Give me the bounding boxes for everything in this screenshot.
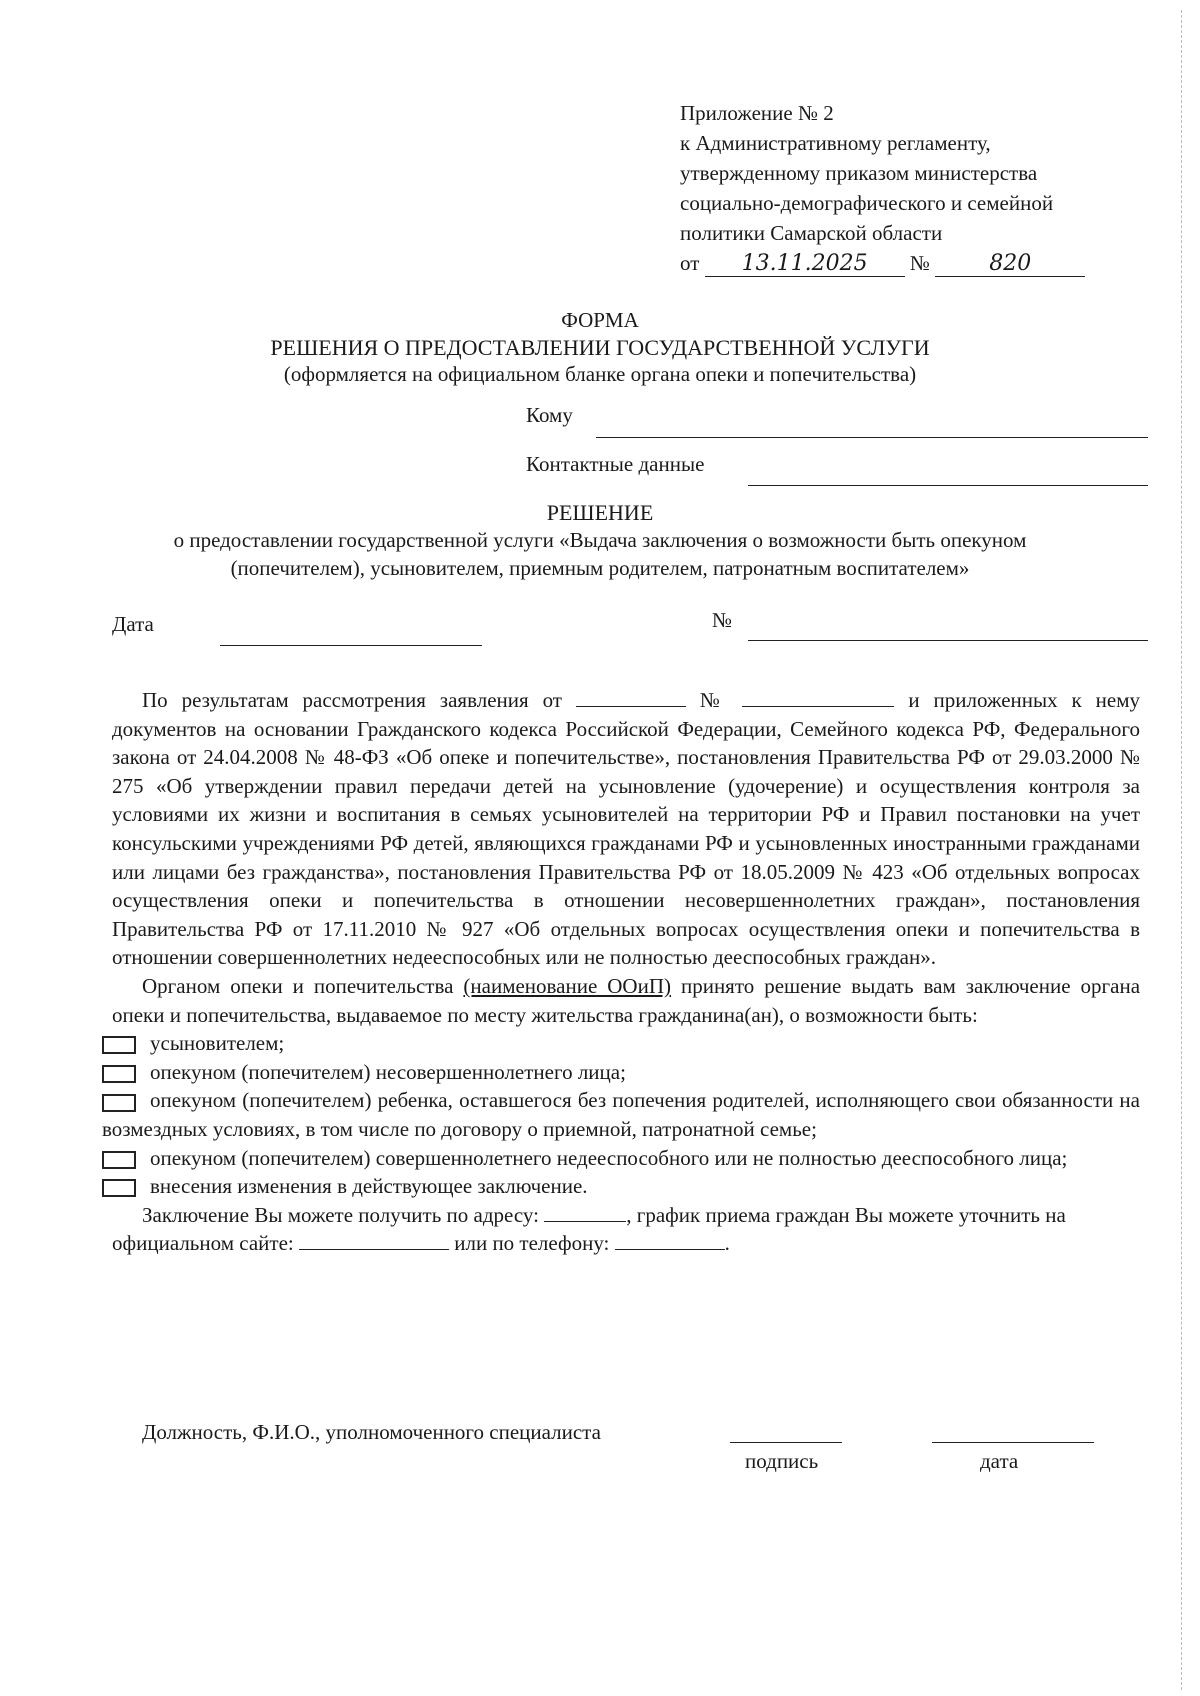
appendix-number: 820	[935, 252, 1085, 277]
decision-subtitle-2: (попечителем), усыновителем, приемным родителем, патронатным воспитателем»	[230, 556, 970, 580]
appendix-block	[680, 98, 1085, 278]
application-date-field[interactable]	[576, 688, 686, 707]
appendix-date: 13.11.2025	[705, 252, 905, 277]
form-title: ФОРМА	[561, 308, 639, 332]
p3-address-label: Заключение Вы можете получить по адресу:	[142, 1202, 539, 1227]
option-1	[102, 1029, 1140, 1058]
p3-site-label: , график приема граждан Вы можете уточнить на официальном сайте:	[112, 1202, 1066, 1256]
application-number-field[interactable]	[742, 688, 894, 707]
p1-number-label: №	[699, 688, 729, 712]
paragraph-2	[112, 972, 1140, 1029]
appendix-line-2: к Административному регламенту,	[680, 131, 991, 155]
form-note: (оформляется на официальном бланке органа опеки и попечительства)	[283, 362, 917, 386]
p2-intro: Органом опеки и попечительства	[142, 973, 454, 998]
option-3-checkbox[interactable]	[102, 1094, 136, 1112]
number-label: №	[712, 608, 733, 632]
paragraph-3	[112, 1201, 1140, 1258]
p1-legal-basis: и приложенных к нему документов на основании Гражданского кодекса Российской Федерации, Семейного кодекса РФ, Федерального закона от 24.04.2008 № 48-ФЗ «Об опеке и попечительстве», постановления Правительства РФ от 29.03.2000 № 275 «Об утверждении правил передачи детей на усыновление (удочерение) и осуществления контроля за условиями их жизни и воспитания в семьях усыновителей на территории РФ и Правил постановки на учет консульскими учреждениями РФ детей, являющихся гражданами РФ и усыновленных иностранными гражданами или лицами без гражданства», постановления Правительства РФ от 18.05.2009 № 423 «Об отдельных вопросах осуществления опеки и попечительства в отношении несовершеннолетних граждан», постановления Правительства РФ от 17.11.2010 № 927 «Об отдельных вопросах осуществления опеки и попечительства в отношении совершеннолетних недееспособных или не полностью дееспособных граждан».	[112, 688, 1141, 970]
paragraph-1	[112, 686, 1140, 972]
option-5-label: внесения изменения в действующее заключение.	[150, 1174, 588, 1199]
number-field[interactable]	[748, 640, 1148, 641]
option-5	[102, 1172, 1140, 1201]
appendix-date-row	[680, 248, 1085, 278]
p3-end: .	[724, 1231, 730, 1256]
signature-caption: подпись	[745, 1449, 819, 1473]
address-field[interactable]	[544, 1203, 626, 1222]
option-3-label: опекуном (попечителем) ребенка, оставшегося без попечения родителей, исполняющего свои обязанности на возмездных условиях, в том числе по договору о приемной, патронатной семье;	[102, 1088, 1140, 1141]
p2-decision: принято решение выдать вам заключение органа опеки и попечительства, выдаваемое по месту жительства гражданина(ан), о возможности быть:	[112, 973, 1141, 1027]
appendix-line-3: утвержденному приказом министерства	[680, 161, 1038, 185]
appendix-number-label: №	[909, 251, 930, 275]
option-4-label: опекуном (попечителем) совершеннолетнего недееспособного или не полностью дееспособного лица;	[150, 1145, 1068, 1170]
appendix-line-4: социально-демографического и семейной	[680, 191, 1054, 215]
option-4-checkbox[interactable]	[102, 1151, 136, 1169]
date-field[interactable]	[220, 645, 482, 646]
signature-label: Должность, Ф.И.О., уполномоченного специалиста	[142, 1420, 601, 1444]
body-text	[102, 686, 1141, 1258]
option-3	[102, 1086, 1140, 1143]
option-2	[102, 1058, 1140, 1087]
decision-title: РЕШЕНИЕ	[546, 500, 654, 525]
signature-field[interactable]	[730, 1442, 842, 1443]
option-4	[102, 1144, 1140, 1173]
phone-field[interactable]	[615, 1231, 725, 1250]
recipient-field[interactable]	[596, 437, 1148, 438]
p1-intro: По результатам рассмотрения заявления от	[142, 688, 562, 712]
appendix-from-label: от	[680, 251, 700, 275]
website-field[interactable]	[299, 1231, 449, 1250]
page-edge-line	[1181, 10, 1182, 1690]
option-5-checkbox[interactable]	[102, 1179, 136, 1197]
date-label: Дата	[112, 612, 154, 636]
option-2-checkbox[interactable]	[102, 1065, 136, 1083]
recipient-label: Кому	[526, 403, 573, 427]
signature-date-field[interactable]	[932, 1442, 1094, 1443]
appendix-line-5: политики Самарской области	[680, 221, 943, 245]
option-2-label: опекуном (попечителем) несовершеннолетнего лица;	[150, 1059, 626, 1084]
org-name-placeholder: (наименование ООиП)	[463, 973, 671, 998]
p3-phone-label: или по телефону:	[454, 1231, 610, 1256]
option-1-label: усыновителем;	[150, 1031, 285, 1056]
contact-field[interactable]	[748, 485, 1148, 486]
signature-date-caption: дата	[980, 1449, 1019, 1473]
form-subtitle: РЕШЕНИЯ О ПРЕДОСТАВЛЕНИИ ГОСУДАРСТВЕННОЙ УСЛУГИ	[270, 335, 930, 360]
appendix-line-1: Приложение № 2	[680, 101, 834, 125]
decision-subtitle-1: о предоставлении государственной услуги «Выдача заключения о возможности быть опекуном	[173, 528, 1027, 552]
contact-label: Контактные данные	[526, 452, 705, 476]
option-1-checkbox[interactable]	[102, 1036, 136, 1054]
